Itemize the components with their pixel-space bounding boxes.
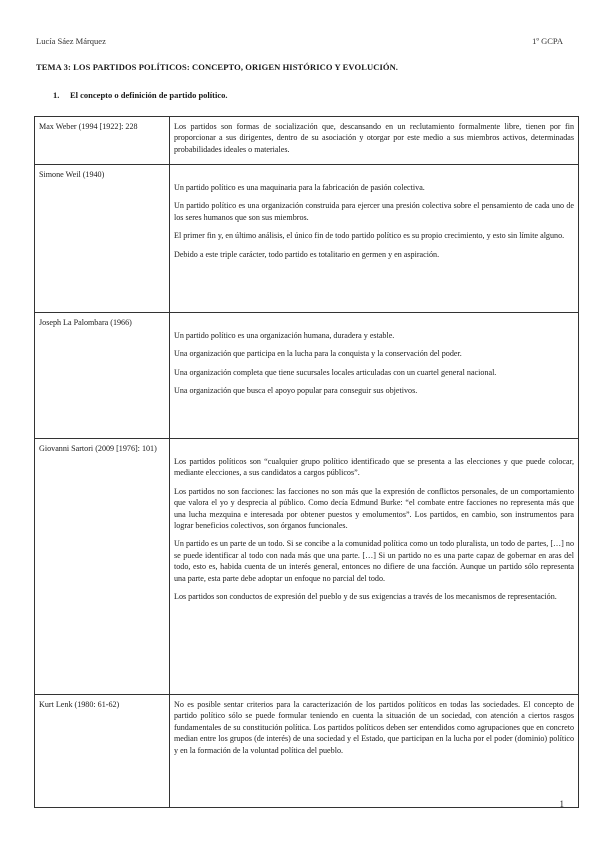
table-row xyxy=(35,117,579,165)
author-cell: Kurt Lenk (1980: 61-62) xyxy=(35,695,170,808)
definition-paragraph: Un partido político es una organización humana, duradera y estable. xyxy=(174,331,395,340)
definition-cell xyxy=(170,439,579,695)
definition-paragraph: Un partido es un parte de un todo. Si se concibe a la comunidad política como un todo pluralista, un todo de partes, […] no se puede identificar al todo con nada más que una parte. […] Si un partido no es una parte capaz de gobernar en aras del todo, esto es, habida cuenta de un interés general, entonces no difiere de una facción. Aunque un partido sólo representa una parte, esta parte debe adoptar un enfoque no parcial del todo. xyxy=(174,539,574,583)
author-cell: Giovanni Sartori (2009 [1976]: 101) xyxy=(35,439,170,695)
definition-paragraph: Los partidos son conductos de expresión del pueblo y de sus exigencias a través de los mecanismos de representación. xyxy=(174,592,557,602)
definition-paragraph: Los partidos no son facciones: las facciones no son más que la expresión de conflictos personales, de un comportamiento que valora el yo y desprecia al público. Como decía Edmund Burke: “el combate entre facciones no representa más que una lucha mezquina e interesada por obtener puestos y emolumentos”. Los partidos, en cambio, son instrumentos para lograr beneficios colectivos, son órganos funcionales. xyxy=(174,486,574,531)
definition-cell xyxy=(170,695,579,808)
table-row xyxy=(35,695,579,808)
definition-cell xyxy=(170,165,579,313)
definition-cell xyxy=(170,313,579,439)
author-cell: Simone Weil (1940) xyxy=(35,165,170,313)
definition-paragraph: Los partidos políticos son “cualquier grupo político identificado que se presenta a las elecciones y que puede colocar, mediante elecciones, a sus candidatos a cargos públicos”. xyxy=(174,457,574,478)
definition-paragraph: Un partido político es una maquinaria para la fabricación de pasión colectiva. xyxy=(174,183,425,192)
definition-paragraph: Una organización que busca el apoyo popular para conseguir sus objetivos. xyxy=(174,386,418,396)
definitions-table xyxy=(34,116,579,808)
section-number: 1. xyxy=(53,90,60,100)
definition-paragraph: Debido a este triple carácter, todo partido es totalitario en germen y en aspiración. xyxy=(174,249,440,259)
definition-cell xyxy=(170,117,579,165)
definition-paragraph: Una organización completa que tiene sucursales locales articuladas con un cuartel general nacional. xyxy=(174,367,497,377)
header-author: Lucía Sáez Márquez xyxy=(36,36,106,46)
section-title: El concepto o definición de partido político. xyxy=(70,90,228,100)
definition-paragraph: Los partidos son formas de socialización que, descansando en un reclutamiento formalmente libre, tienen por fin proporcionar a sus dirigentes, dentro de su asociación y otorgar por este medio a sus miembros activos, determinadas probabilidades ideales o materiales. xyxy=(174,122,574,154)
page-number: 1 xyxy=(559,799,564,809)
section-heading xyxy=(53,90,228,100)
definition-paragraph: Una organización que participa en la lucha para la conquista y la conservación del poder. xyxy=(174,349,462,359)
author-cell: Joseph La Palombara (1966) xyxy=(35,313,170,439)
definition-paragraph: Un partido político es una organización construida para ejercer una presión colectiva sobre el pensamiento de cada uno de los seres humanos que son sus miembros. xyxy=(174,201,574,222)
author-cell: Max Weber (1994 [1922]: 228 xyxy=(35,117,170,165)
document-title: TEMA 3: LOS PARTIDOS POLÍTICOS: CONCEPTO, ORIGEN HISTÓRICO Y EVOLUCIÓN. xyxy=(36,62,399,72)
definition-paragraph: El primer fin y, en último análisis, el único fin de todo partido político es su propio crecimiento, y esto sin límite alguno. xyxy=(174,231,565,241)
definition-paragraph: No es posible sentar criterios para la caracterización de los partidos políticos en todas las sociedades. El concepto de partido político sólo se puede formular teniendo en cuenta la situación de un sociedad, con atención a ciertos rasgos fundamentales de su constitución política. Los partidos políticos deben ser entendidos como agrupaciones que en concreto median entre los grupos (de interés) de una sociedad y el Estado, que participan en la lucha por el poder (dominio) político y en la formación de la voluntad política del pueblo. xyxy=(174,700,574,755)
table-row xyxy=(35,165,579,313)
table-row xyxy=(35,439,579,695)
table-row xyxy=(35,313,579,439)
header-course: 1º GCPA xyxy=(532,36,563,46)
